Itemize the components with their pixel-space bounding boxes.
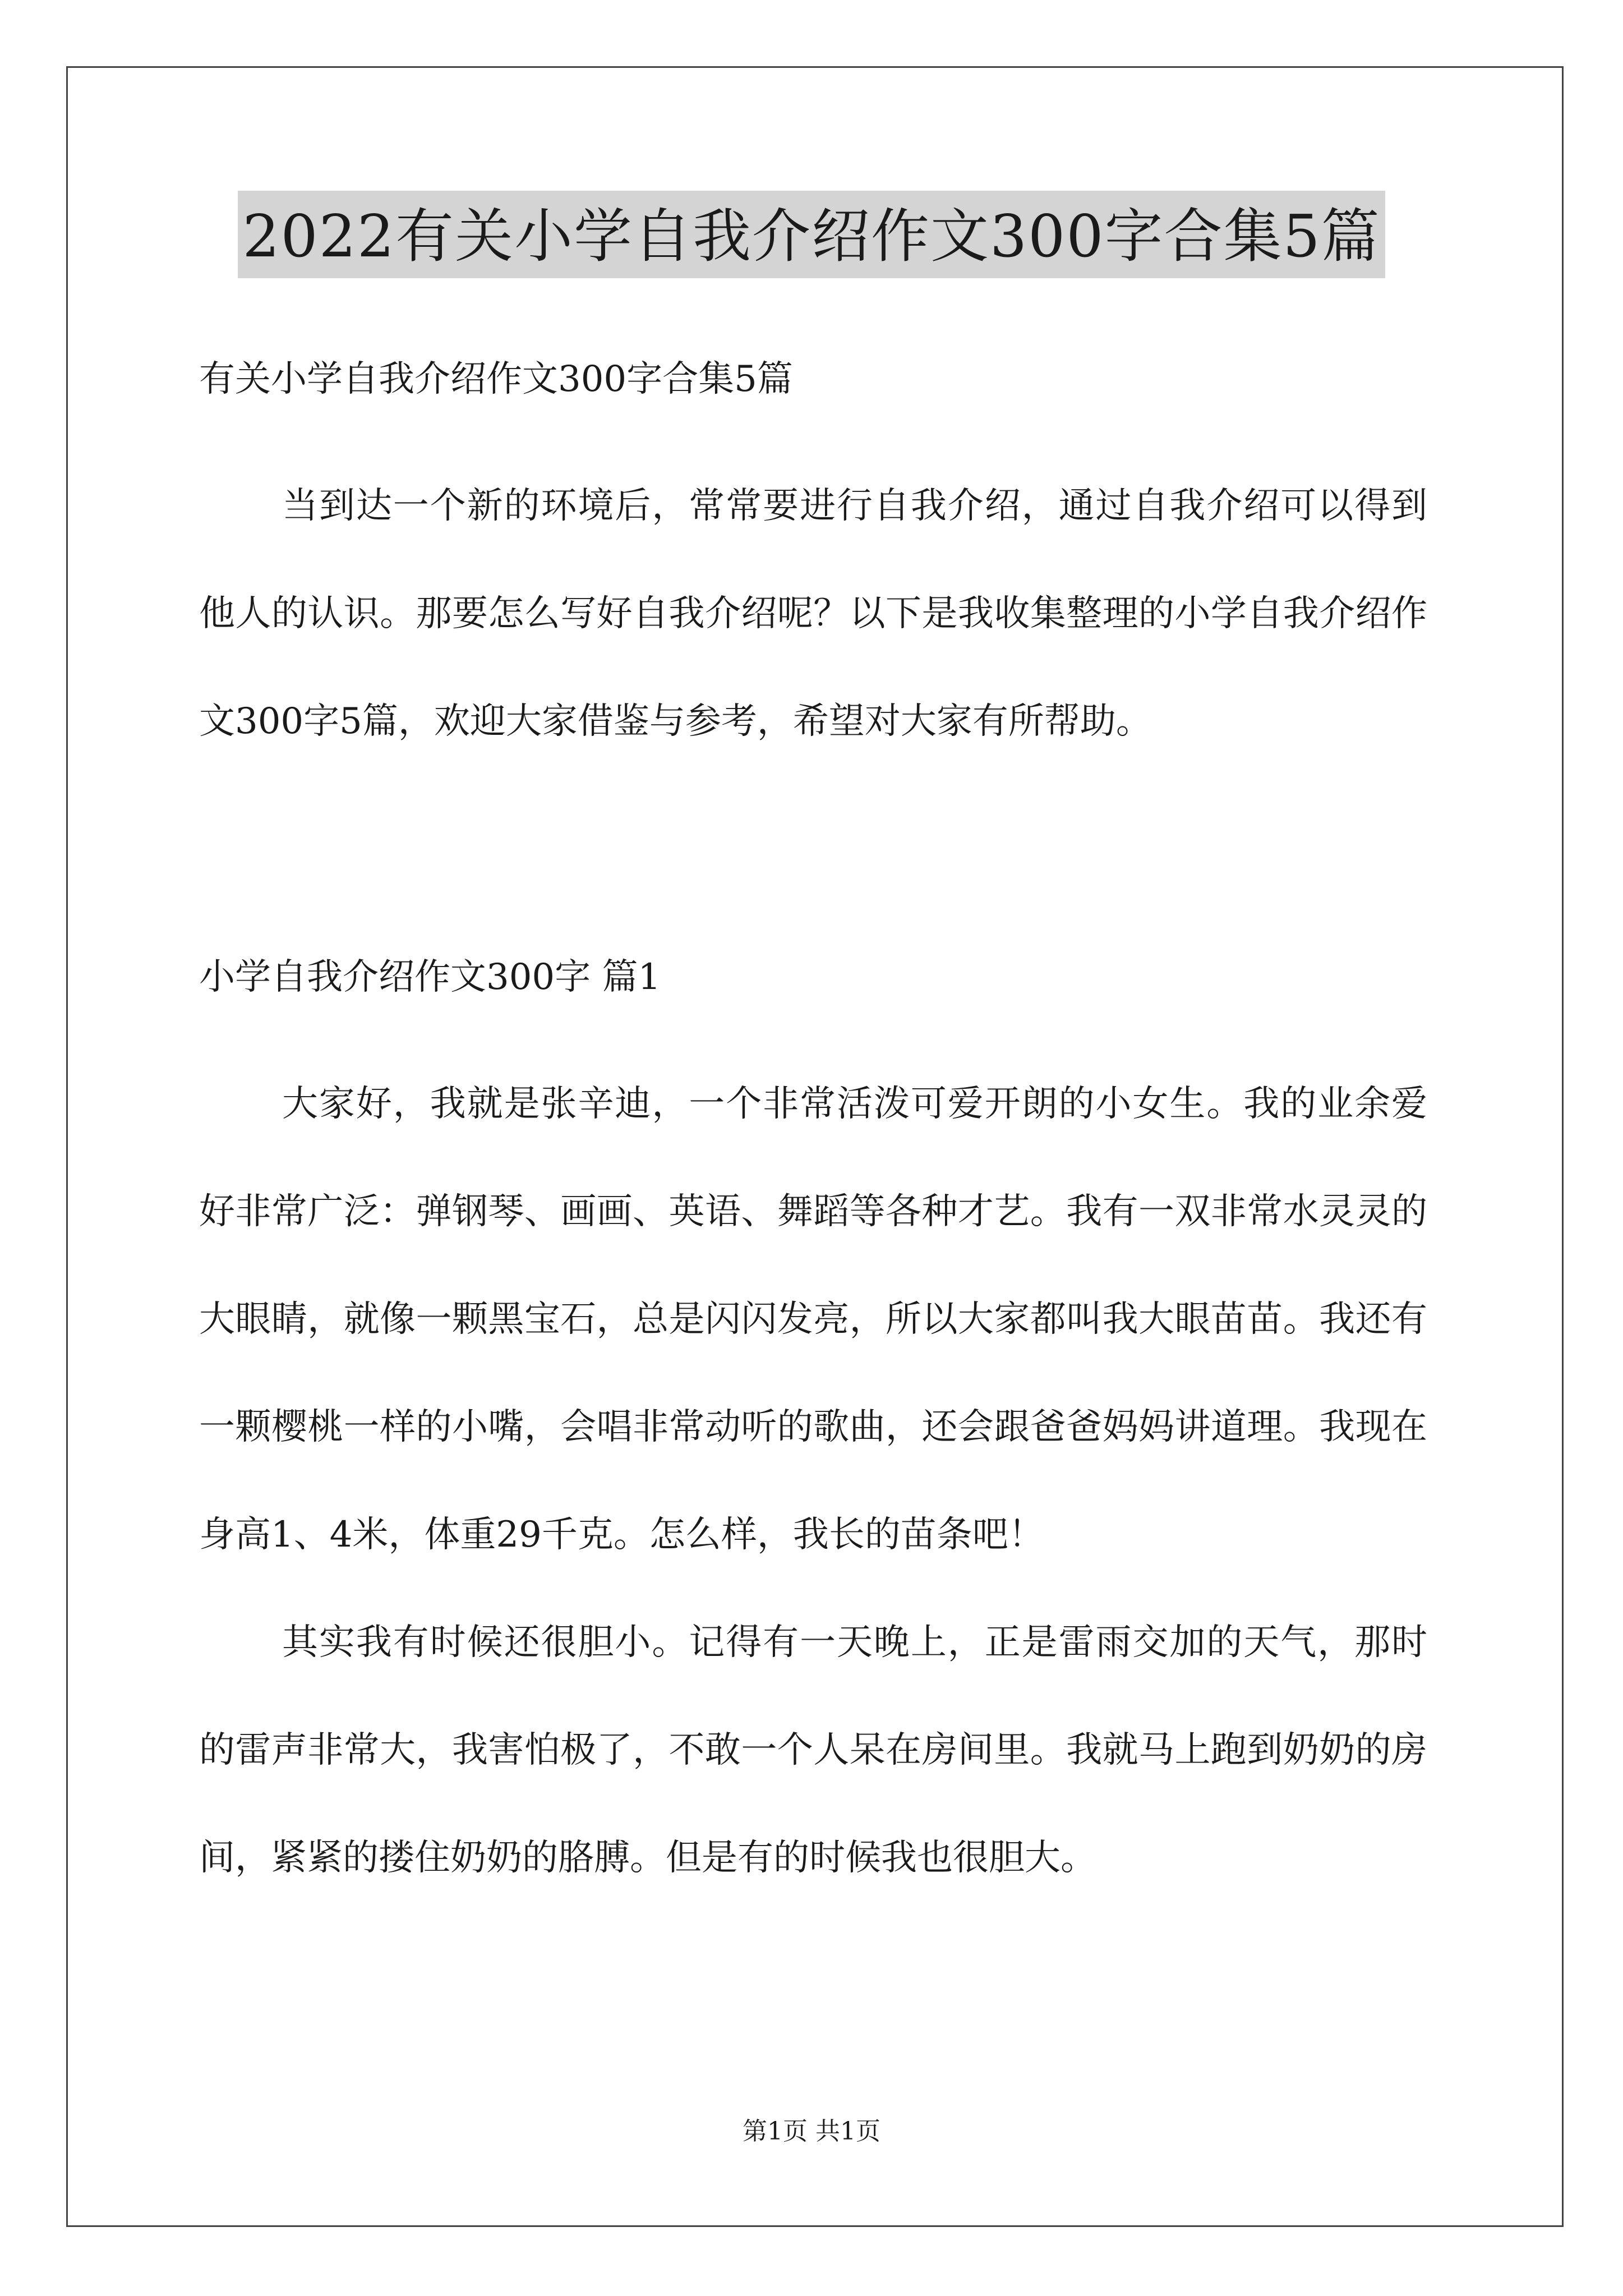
- document-subtitle: 有关小学自我介绍作文300字合集5篇: [199, 358, 793, 400]
- document-body: [199, 191, 1427, 1912]
- title-wrap: [0, 191, 1623, 278]
- section-paragraph: 其实我有时候还很胆小。记得有一天晚上，正是雷雨交加的天气，那时的雷声非常大，我害怕极了，不敢一个人呆在房间里。我就马上跑到奶奶的房间，紧紧的搂住奶奶的胳膊。但是有的时候我也很胆大。: [199, 1622, 1427, 1879]
- section-heading: 小学自我介绍作文300字 篇1: [199, 956, 661, 998]
- intro-paragraph: 当到达一个新的环境后，常常要进行自我介绍，通过自我介绍可以得到他人的认识。那要怎么写好自我介绍呢？以下是我收集整理的小学自我介绍作文300字5篇，欢迎大家借鉴与参考，希望对大家有所帮助。: [199, 485, 1427, 742]
- document-title: 2022有关小学自我介绍作文300字合集5篇: [238, 191, 1385, 278]
- page-footer: 第1页 共1页: [743, 2117, 880, 2146]
- section-paragraph: 大家好，我就是张辛迪，一个非常活泼可爱开朗的小女生。我的业余爱好非常广泛：弹钢琴、画画、英语、舞蹈等各种才艺。我有一双非常水灵灵的大眼睛，就像一颗黑宝石，总是闪闪发亮，所以大家都叫我大眼苗苗。我还有一颗樱桃一样的小嘴，会唱非常动听的歌曲，还会跟爸爸妈妈讲道理。我现在身高1、4米，体重29千克。怎么样，我长的苗条吧！: [199, 1083, 1427, 1556]
